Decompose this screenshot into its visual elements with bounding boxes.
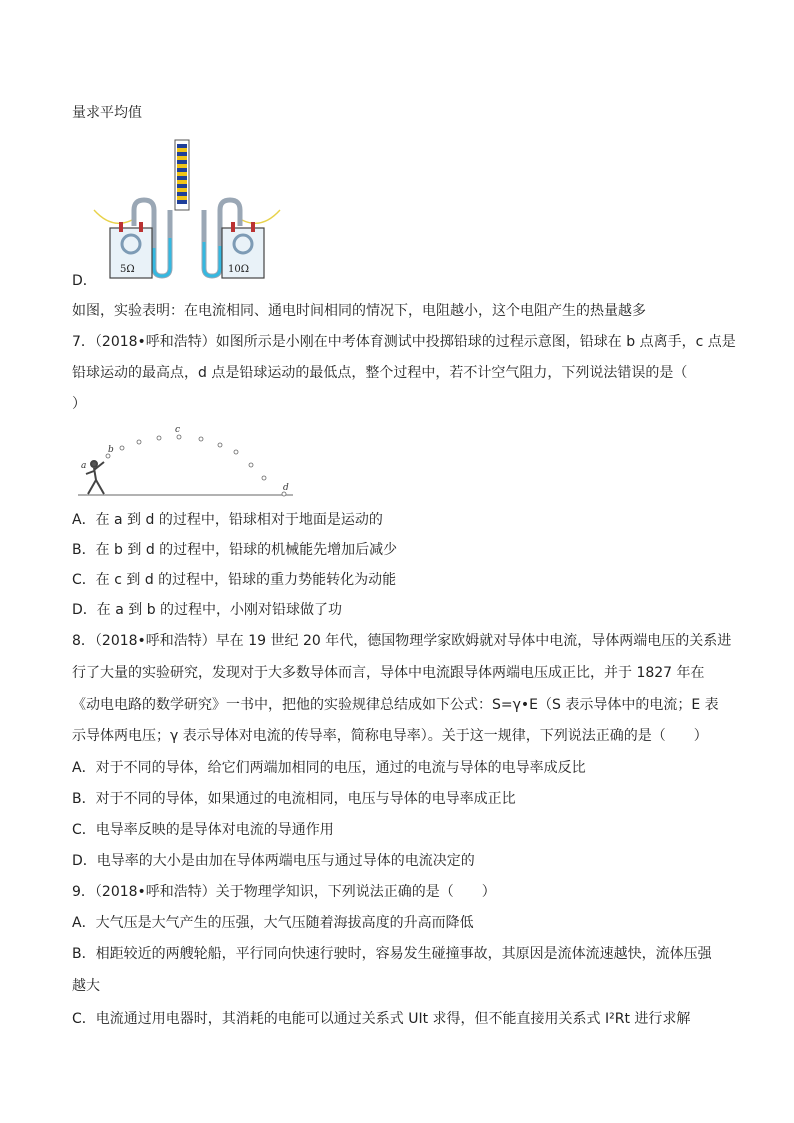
q8-stem-line1: 8．（2018•呼和浩特）早在 19 世纪 20 年代，德国物理学家欧姆就对导体中电流，导体两端电压的关系进 [72,633,732,649]
q9-option-a: A．大气压是大气产生的压强，大气压随着海拔高度的升高而降低 [72,915,474,931]
point-c-label: c [175,425,181,435]
intro-text: 量求平均值 [72,105,142,121]
q8-stem-line4: 示导体两电压；γ 表示导体对电流的传导率，简称电导率）。关于这一规律，下列说法正确的是（ ） [72,728,708,744]
q7-option-c: C．在 c 到 d 的过程中，铅球的重力势能转化为动能 [72,572,397,588]
q7-option-a: A．在 a 到 d 的过程中，铅球相对于地面是运动的 [72,512,383,528]
q7-stem-line1: 7．（2018•呼和浩特）如图所示是小刚在中考体育测试中投掷铅球的过程示意图，铅球在 b 点离手，c 点是 [72,334,736,350]
athlete-figure [86,461,104,494]
q9-option-b-line2: 越大 [72,978,100,994]
q7-option-d: D．在 a 到 b 的过程中，小刚对铅球做了功 [72,602,343,618]
wire-right [242,210,280,223]
q9-stem: 9．（2018•呼和浩特）关于物理学知识，下列说法正确的是（ ） [72,884,496,900]
q8-option-b: B．对于不同的导体，如果通过的电流相同，电压与导体的电导率成正比 [72,791,516,807]
resistor-label-10: 10Ω [228,264,250,275]
q9-option-c: C．电流通过用电器时，其消耗的电能可以通过关系式 UIt 求得，但不能直接用关系式 I²Rt 进行求解 [72,1011,691,1027]
q7-stem-line2: 铅球运动的最高点，d 点是铅球运动的最低点，整个过程中，若不计空气阻力，下列说法错误的是（ [72,365,688,381]
trajectory-points [106,435,286,496]
point-b-label: b [108,445,114,455]
conclusion-text: 如图，实验表明：在电流相同、通电时间相同的情况下，电阻越小，这个电阻产生的热量越多 [72,303,646,319]
shot-put-trajectory-figure [78,418,300,500]
option-d-label: D． [72,273,97,289]
q8-option-c: C．电导率反映的是导体对电流的导通作用 [72,822,334,838]
q8-option-a: A．对于不同的导体，给它们两端加相同的电压，通过的电流与导体的电导率成反比 [72,760,586,776]
joule-heat-apparatus-figure [92,138,282,280]
wire-left [94,210,132,223]
q8-stem-line2: 行了大量的实验研究，发现对于大多数导体而言，导体中电流跟导体两端电压成正比，并于 1827 年在 [72,665,705,681]
q7-option-b: B．在 b 到 d 的过程中，铅球的机械能先增加后减少 [72,542,398,558]
q7-stem-line3: ） [72,396,86,412]
q8-stem-line3: 《动电电路的数学研究》一书中，把他的实验规律总结成如下公式：S=γ•E（S 表示导体中的电流；E 表 [72,697,719,713]
q9-option-b-line1: B．相距较近的两艘轮船，平行同向快速行驶时，容易发生碰撞事故，其原因是流体流速越快，流体压强 [72,946,712,962]
q8-option-d: D．电导率的大小是由加在导体两端电压与通过导体的电流决定的 [72,853,475,869]
point-a-label: a [81,461,87,471]
point-d-label: d [283,483,289,493]
resistor-label-5: 5Ω [120,264,135,275]
